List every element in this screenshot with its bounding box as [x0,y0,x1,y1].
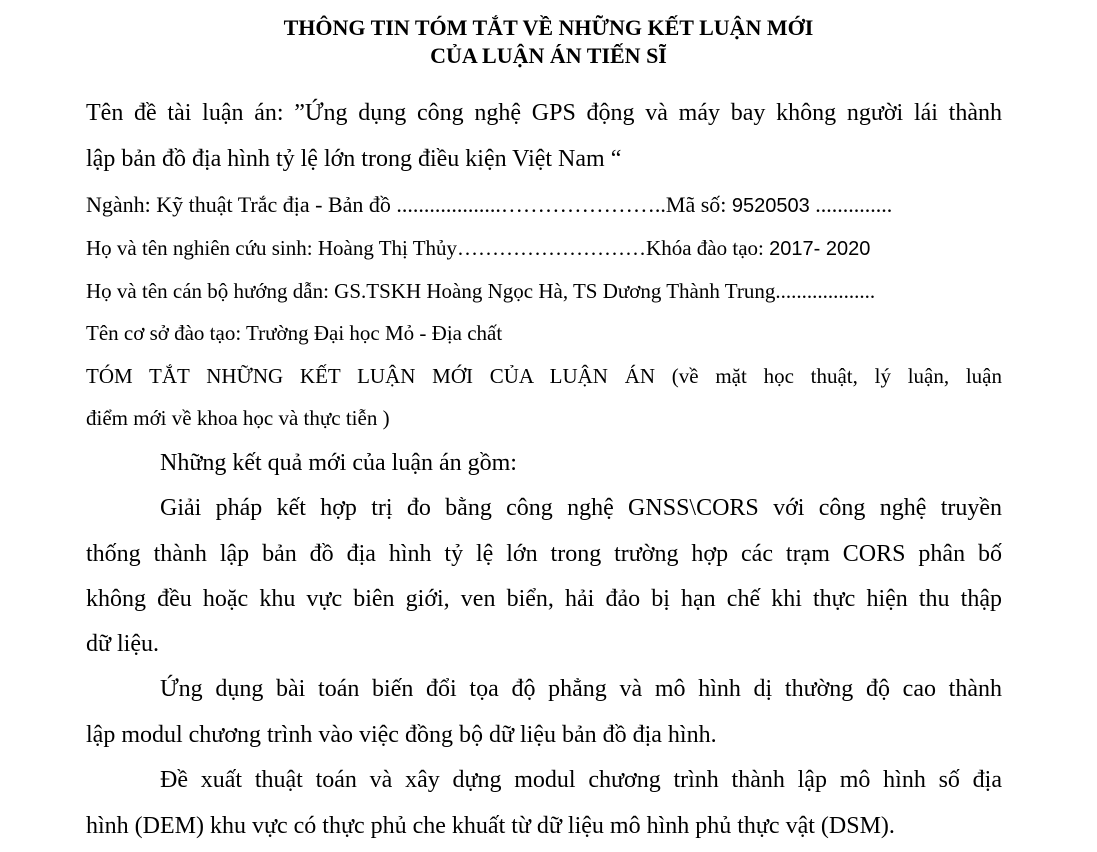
document-title-line-1: THÔNG TIN TÓM TẮT VỀ NHỮNG KẾT LUẬN MỚI [283,15,814,40]
document-title-line-2: CỦA LUẬN ÁN TIẾN SĨ [430,43,667,68]
major-label: Ngành: Kỹ thuật Trắc địa - Bản đồ ...................…………………..Mã số: [86,192,727,217]
supervisor-text: Họ và tên cán bộ hướng dẫn: GS.TSKH Hoàng Ngọc Hà, TS Dương Thành Trung [86,279,776,303]
major-dots: .............. [815,192,893,217]
supervisor-line [86,277,875,305]
student-label: Họ và tên nghiên cứu sinh: Hoàng Thị Thủy………………………Khóa đào tạo: [86,236,764,260]
student-line [86,234,870,263]
summary-heading-line-1: TÓM TẮT NHỮNG KẾT LUẬN MỚI CỦA LUẬN ÁN (về mặt học thuật, lý luận, luận [86,364,1002,388]
student-years: 2017- 2020 [769,238,871,260]
thesis-title-line-1: Tên đề tài luận án: ”Ứng dụng công nghệ GPS động và máy bay không người lái thành [86,100,1002,126]
result-2-line-2: lập modul chương trình vào việc đồng bộ dữ liệu bản đồ địa hình. [86,722,717,748]
result-1-line-1: Giải pháp kết hợp trị đo bằng công nghệ GNSS\CORS với công nghệ truyền [160,495,1002,521]
result-1-line-4: dữ liệu. [86,631,159,657]
institution-line: Tên cơ sở đào tạo: Trường Đại học Mỏ - Địa chất [86,321,503,345]
result-1-line-3: không đều hoặc khu vực biên giới, ven biển, hải đảo bị hạn chế khi thực hiện thu thập [86,586,1002,612]
summary-heading-line-2: điểm mới về khoa học và thực tiễn ) [86,406,390,430]
result-1-line-2: thống thành lập bản đồ địa hình tỷ lệ lớn trong trường hợp các trạm CORS phân bố [86,541,1002,567]
result-3-line-1: Đề xuất thuật toán và xây dựng modul chương trình thành lập mô hình số địa [160,767,1002,793]
thesis-title-line-2: lập bản đồ địa hình tỷ lệ lớn trong điều kiện Việt Nam “ [86,146,622,172]
major-code: 9520503 [731,195,810,217]
major-line [86,191,892,220]
result-3-line-2: hình (DEM) khu vực có thực phủ che khuất từ dữ liệu mô hình phủ thực vật (DSM). [86,813,895,839]
results-intro: Những kết quả mới của luận án gồm: [160,450,517,476]
supervisor-dots: ................... [775,279,876,303]
result-2-line-1: Ứng dụng bài toán biến đổi tọa độ phẳng và mô hình dị thường độ cao thành [160,676,1002,702]
